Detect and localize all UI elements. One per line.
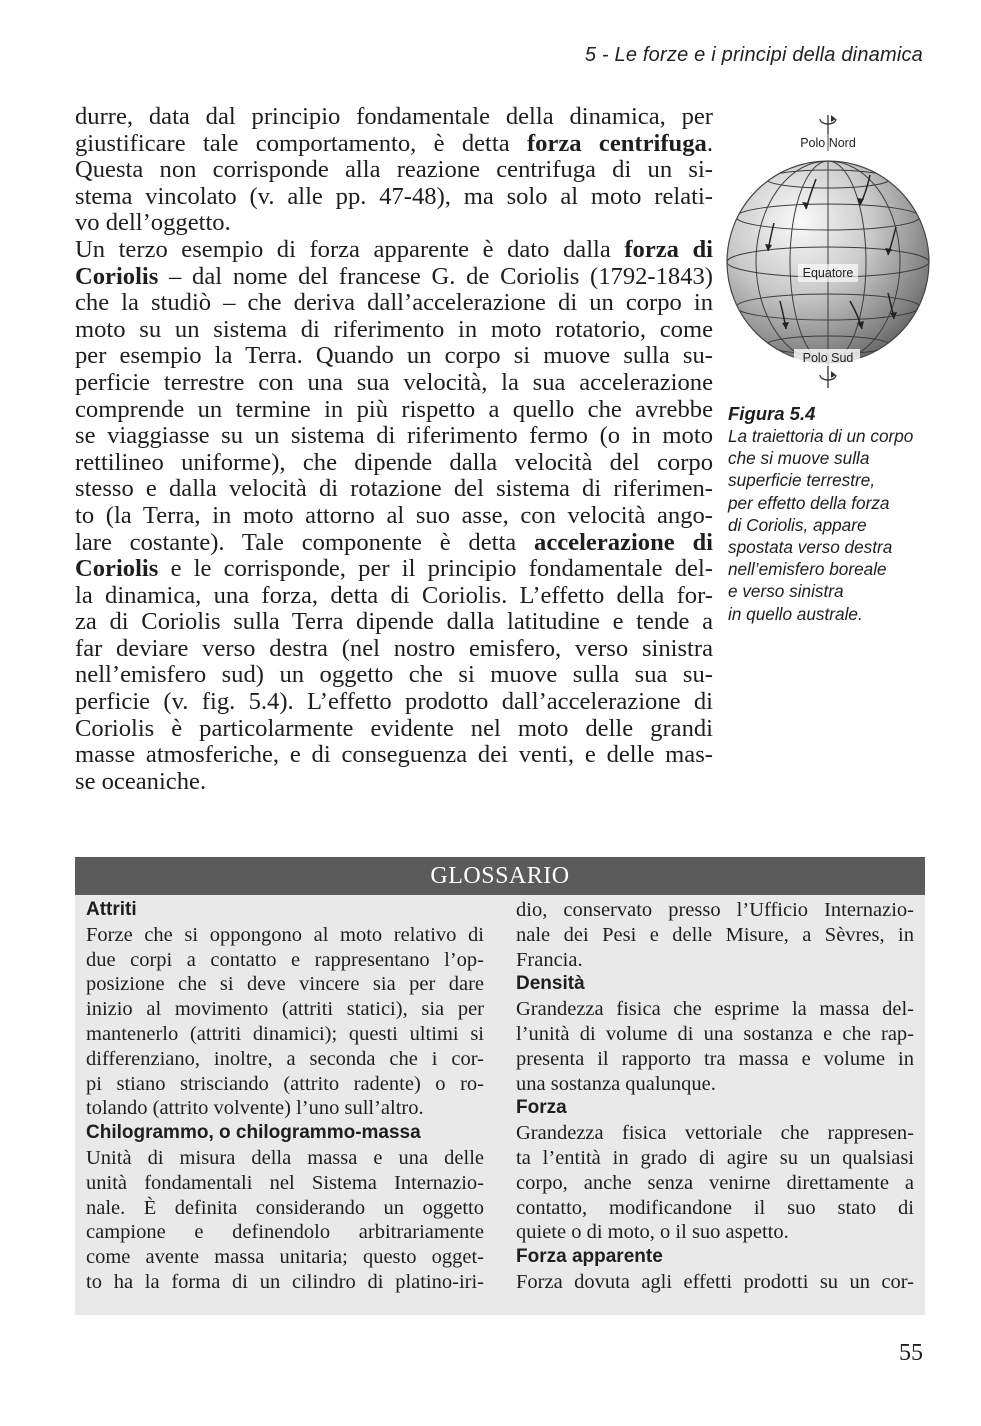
body-text-line (75, 636, 713, 663)
glossary-right-column (516, 898, 914, 1295)
text-run: perficie terrestre con una sua velocità, la sua accelerazione (75, 368, 713, 396)
bold-term: forza centrifuga (526, 129, 707, 157)
text-run: Questa non corrisponde alla reazione centrifuga di un si- (75, 156, 713, 184)
text-run: to (la Terra, in moto attorno al suo asse, con velocità ango- (75, 501, 713, 529)
glossary-definition-line: ta l’entità in grado di agire su un qualsiasi (516, 1146, 914, 1169)
body-text-line (75, 317, 713, 344)
body-text-line (75, 503, 713, 530)
figure-caption-text (728, 425, 938, 625)
body-text-line (75, 131, 713, 158)
glossary-definition-line: Grandezza fisica vettoriale che rappresen- (516, 1122, 914, 1145)
text-run: – dal nome del francese G. de Coriolis (1792-1843) (158, 262, 713, 290)
label-south-pole: Polo Sud (802, 351, 854, 365)
bold-term: forza di (624, 235, 713, 263)
body-text-line (75, 157, 713, 184)
caption-line: e verso sinistra (728, 581, 844, 602)
body-text-line (75, 210, 713, 237)
body-text-line (75, 742, 713, 769)
body-text-line (75, 450, 713, 477)
glossary-term: Chilogrammo, o chilogrammo-massa (86, 1122, 421, 1144)
text-run: far deviare verso destra (nel nostro emisfero, verso sinistra (75, 634, 713, 662)
glossary-definition-line: unità fondamentali nel Sistema Internazio- (86, 1171, 484, 1194)
glossary-definition-line: nale. È definita considerando un oggetto (86, 1196, 484, 1219)
caption-line: in quello australe. (728, 603, 863, 624)
caption-line: per effetto della forza (728, 492, 890, 513)
figure-title: Figura 5.4 (728, 403, 816, 424)
caption-line: superficie terrestre, (728, 470, 876, 491)
glossary-definition-line: Francia. (516, 948, 583, 971)
glossary-term: Forza (516, 1097, 567, 1119)
running-header: 5 - Le forze e i principi della dinamica (584, 44, 923, 66)
glossary-term: Attriti (86, 899, 137, 920)
bold-term: Coriolis (75, 262, 159, 290)
body-text-line (75, 264, 713, 291)
body-text-line (75, 290, 713, 317)
text-run: e le corrisponde, per il principio fondamentale del- (158, 555, 713, 583)
caption-line: La traiettoria di un corpo (728, 426, 914, 446)
glossary-definition-line: presenta il rapporto tra massa e volume in (516, 1047, 914, 1070)
body-text-line (75, 689, 713, 716)
text-run: la dinamica, una forza, detta di Coriolis. L’effetto della for- (75, 581, 713, 609)
text-run: Un terzo esempio di forza apparente è dato dalla (75, 235, 625, 263)
text-run: nell’emisfero sud) un oggetto che si muove sulla sua su- (75, 661, 713, 689)
text-run: za di Coriolis sulla Terra dipende dalla latitudine e tende a (75, 608, 713, 636)
body-text-line (75, 370, 713, 397)
body-text-line (75, 769, 713, 796)
glossary-definition-line: mantenerlo (attriti dinamici); questi ultimi si (86, 1022, 484, 1045)
text-run: per esempio la Terra. Quando un corpo si muove sulla su- (75, 342, 713, 370)
glossary-term: Densità (516, 973, 585, 995)
glossary-definition-line: posizione che si deve vincere sia per dare (86, 973, 484, 996)
text-run: stesso e dalla velocità di rotazione del sistema di riferimen- (75, 475, 713, 503)
text-run: lare costante). Tale componente è detta (75, 528, 535, 556)
text-run: vo dell’oggetto. (75, 209, 231, 237)
body-text-line (75, 662, 713, 689)
body-text-line (75, 583, 713, 610)
globe-illustration (720, 105, 935, 395)
glossary-definition-line: Forze che si oppongono al moto relativo di (86, 923, 484, 946)
glossary-definition-line: differenziano, inoltre, a seconda che i cor- (86, 1047, 484, 1070)
text-run: comprende un termine in più rispetto a quello che avrebbe (75, 395, 713, 423)
caption-line: nell’emisfero boreale (728, 559, 887, 580)
body-text-line (75, 556, 713, 583)
text-run: . (706, 129, 713, 157)
glossary-definition-line: pi stiano strisciando (attrito radente) o ro- (86, 1072, 484, 1095)
glossary-term: Forza apparente (516, 1246, 663, 1268)
bold-term: Coriolis (75, 555, 159, 583)
body-text-line (75, 343, 713, 370)
glossary-definition-line: Forza dovuta agli effetti prodotti su un cor- (516, 1270, 914, 1293)
glossary-definition-line: to ha la forma di un cilindro di platino-iri- (86, 1270, 484, 1293)
page-number: 55 (899, 1340, 923, 1366)
figure-caption (728, 403, 938, 625)
glossary-definition-line: due corpi a contatto e rappresentano l’op- (86, 948, 484, 971)
glossary-definition-line: contatto, modificandone il suo stato di (516, 1196, 914, 1219)
glossary-definition-line: quiete o di moto, o il suo aspetto. (516, 1221, 789, 1244)
caption-line: di Coriolis, appare (728, 514, 867, 535)
main-body-text (75, 104, 713, 795)
text-run: stema vincolato (v. alle pp. 47-48), ma solo al moto relati- (75, 182, 713, 210)
caption-line: che si muove sulla (728, 448, 870, 469)
glossary-left-column (86, 898, 484, 1295)
glossary-definition-line: nale dei Pesi e delle Misure, a Sèvres, in (516, 923, 914, 946)
label-equator: Equatore (802, 266, 854, 280)
text-run: durre, data dal principio fondamentale della dinamica, per (75, 103, 713, 130)
label-north-pole: Polo Nord (800, 136, 856, 150)
glossary-definition-line: una sostanza qualunque. (516, 1072, 716, 1095)
body-text-line (75, 423, 713, 450)
body-text-line (75, 237, 713, 264)
glossary-definition-line: come avente massa unitaria; questo ogget- (86, 1246, 484, 1269)
body-text-line (75, 397, 713, 424)
glossary-definition-line: corpo, anche senza venirne direttamente a (516, 1171, 914, 1194)
glossary-definition-line: inizio al movimento (attriti statici), sia per (86, 998, 484, 1021)
body-text-line (75, 716, 713, 743)
text-run: giustificare tale comportamento, è detta (75, 129, 527, 157)
body-text-line (75, 104, 713, 131)
text-run: che la studiò – che deriva dall’accelerazione di un corpo in (75, 289, 713, 317)
text-run: se viaggiasse su un sistema di riferimento fermo (o in moto (75, 422, 713, 450)
text-run: masse atmosferiche, e di conseguenza dei venti, e delle mas- (75, 741, 713, 769)
glossary-definition-line: Grandezza fisica che esprime la massa del- (516, 998, 914, 1021)
glossary-definition-line: campione e definendolo arbitrariamente (86, 1221, 484, 1244)
text-run: moto su un sistema di riferimento in moto rotatorio, come (75, 315, 713, 343)
text-run: Coriolis è particolarmente evidente nel moto delle grandi (75, 714, 713, 742)
body-text-line (75, 530, 713, 557)
bold-term: accelerazione di (534, 528, 713, 556)
glossary-definition-line: tolando (attrito volvente) l’uno sull’altro. (86, 1097, 424, 1120)
text-run: se oceaniche. (75, 767, 207, 795)
glossary-definition-line: dio, conservato presso l’Ufficio Internazio- (516, 899, 914, 921)
body-text-line (75, 476, 713, 503)
caption-line: spostata verso destra (728, 537, 893, 558)
glossary-definition-line: l’unità di volume di una sostanza e che rap- (516, 1022, 914, 1045)
glossary-definition-line: Unità di misura della massa e una delle (86, 1146, 484, 1169)
text-run: rettilineo uniforme), che dipende dalla velocità del corpo (75, 448, 713, 476)
glossary-box (75, 857, 925, 1315)
body-text-line (75, 609, 713, 636)
text-run: perficie (v. fig. 5.4). L’effetto prodotto dall’accelerazione di (75, 688, 713, 716)
body-text-line (75, 184, 713, 211)
glossary-title: GLOSSARIO (75, 857, 925, 895)
